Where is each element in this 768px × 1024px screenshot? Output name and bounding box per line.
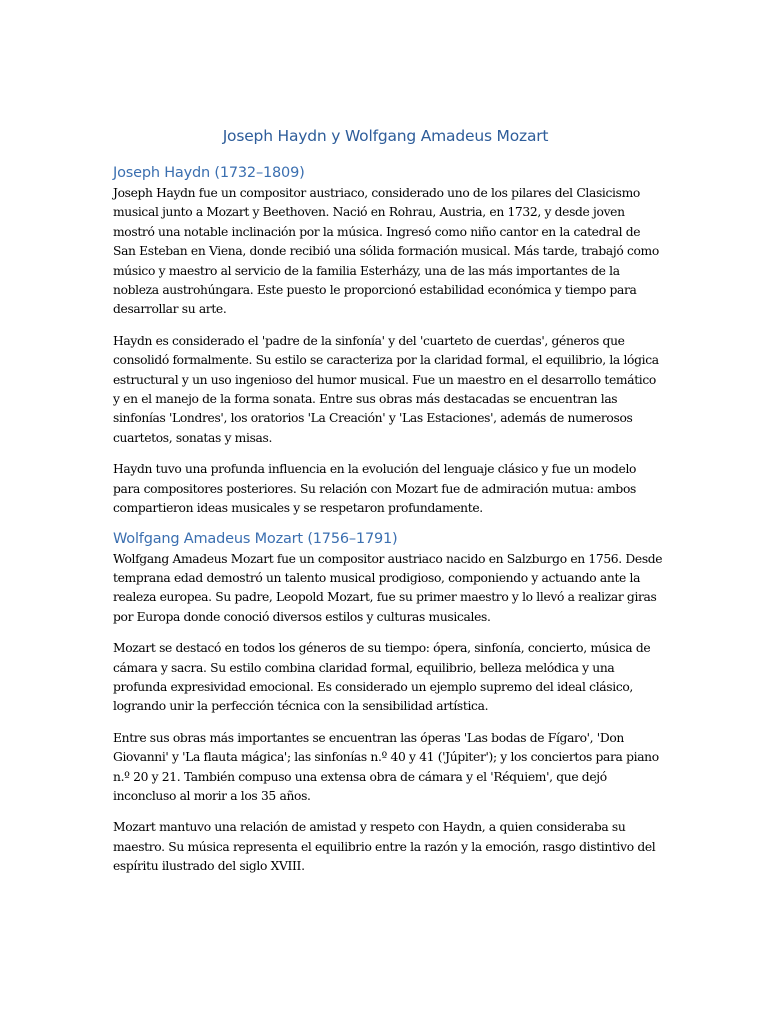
text-line: desarrollar su arte. bbox=[113, 302, 227, 317]
text-line: cuartetos, sonatas y misas. bbox=[113, 430, 273, 445]
text-line: consolidó formalmente. Su estilo se caracteriza por la claridad formal, el equilibrio, la lógica bbox=[113, 353, 659, 368]
paragraph-mozart-haydn-relation bbox=[113, 818, 658, 876]
text-line: Wolfgang Amadeus Mozart fue un compositor austriaco nacido en Salzburgo en 1756. Desde bbox=[113, 551, 663, 566]
paragraph-mozart-works bbox=[113, 729, 658, 807]
text-line: Mozart se destacó en todos los géneros de su tiempo: ópera, sinfonía, concierto, música de bbox=[113, 641, 651, 656]
text-line: Haydn tuvo una profunda influencia en la evolución del lenguaje clásico y fue un modelo bbox=[113, 462, 637, 477]
section-mozart bbox=[113, 528, 663, 877]
section-heading-haydn: Joseph Haydn (1732–1809) bbox=[113, 165, 305, 181]
text-line: y en el manejo de la forma sonata. Entre sus obras más destacadas se encuentran las bbox=[113, 392, 618, 407]
text-line: maestro. Su música representa el equilibrio entre la razón y la emoción, rasgo distintivo del bbox=[113, 839, 656, 854]
document-title: Joseph Haydn y Wolfgang Amadeus Mozart bbox=[222, 127, 549, 145]
text-line: cámara y sacra. Su estilo combina claridad formal, equilibrio, belleza melódica y una bbox=[113, 660, 615, 675]
paragraph-mozart-style bbox=[113, 639, 658, 717]
text-line: estructural y un uso ingenioso del humor musical. Fue un maestro en el desarrollo temático bbox=[113, 372, 656, 387]
text-line: San Esteban en Viena, donde recibió una sólida formación musical. Más tarde, trabajó como bbox=[113, 244, 659, 259]
document-page bbox=[113, 124, 663, 877]
text-line: músico y maestro al servicio de la familia Esterházy, una de las más importantes de la bbox=[113, 263, 620, 278]
text-line: Joseph Haydn fue un compositor austriaco, considerado uno de los pilares del Clasicismo bbox=[113, 186, 640, 200]
paragraph-haydn-style bbox=[113, 332, 658, 448]
text-line: Mozart mantuvo una relación de amistad y respeto con Haydn, a quien consideraba su bbox=[113, 820, 626, 835]
text-line: n.º 20 y 21. También compuso una extensa obra de cámara y el 'Réquiem', que dejó bbox=[113, 769, 607, 784]
text-line: por Europa donde conoció diversos estilos y culturas musicales. bbox=[113, 609, 491, 624]
text-line: inconcluso al morir a los 35 años. bbox=[113, 788, 311, 803]
text-line: musical junto a Mozart y Beethoven. Nació en Rohrau, Austria, en 1732, y desde joven bbox=[113, 205, 625, 220]
text-line: espíritu ilustrado del siglo XVIII. bbox=[113, 859, 305, 874]
text-line: mostró una notable inclinación por la música. Ingresó como niño cantor en la catedral de bbox=[113, 224, 641, 239]
text-line: sinfonías 'Londres', los oratorios 'La Creación' y 'Las Estaciones', además de numerosos bbox=[113, 411, 633, 426]
text-line: profunda expresividad emocional. Es considerado un ejemplo supremo del ideal clásico, bbox=[113, 679, 633, 694]
section-heading-mozart: Wolfgang Amadeus Mozart (1756–1791) bbox=[113, 530, 398, 547]
paragraph-mozart-biography bbox=[113, 550, 663, 628]
text-line: Giovanni' y 'La flauta mágica'; las sinfonías n.º 40 y 41 ('Júpiter'); y los conciertos para piano bbox=[113, 750, 659, 765]
text-line: Haydn es considerado el 'padre de la sinfonía' y del 'cuarteto de cuerdas', géneros que bbox=[113, 333, 625, 348]
section-haydn bbox=[113, 162, 658, 519]
text-line: nobleza austrohúngara. Este puesto le proporcionó estabilidad económica y tiempo para bbox=[113, 283, 637, 298]
text-line: compartieron ideas musicales y se respetaron profundamente. bbox=[113, 501, 483, 516]
text-line: para compositores posteriores. Su relación con Mozart fue de admiración mutua: ambos bbox=[113, 481, 636, 496]
text-line: logrando unir la perfección técnica con la sensibilidad artística. bbox=[113, 699, 489, 714]
text-line: temprana edad demostró un talento musical prodigioso, componiendo y actuando ante la bbox=[113, 570, 641, 585]
text-line: realeza europea. Su padre, Leopold Mozart, fue su primer maestro y lo llevó a realizar giras bbox=[113, 590, 657, 605]
paragraph-haydn-influence bbox=[113, 460, 658, 518]
text-line: Entre sus obras más importantes se encuentran las óperas 'Las bodas de Fígaro', 'Don bbox=[113, 730, 624, 745]
paragraph-haydn-biography bbox=[113, 184, 658, 320]
